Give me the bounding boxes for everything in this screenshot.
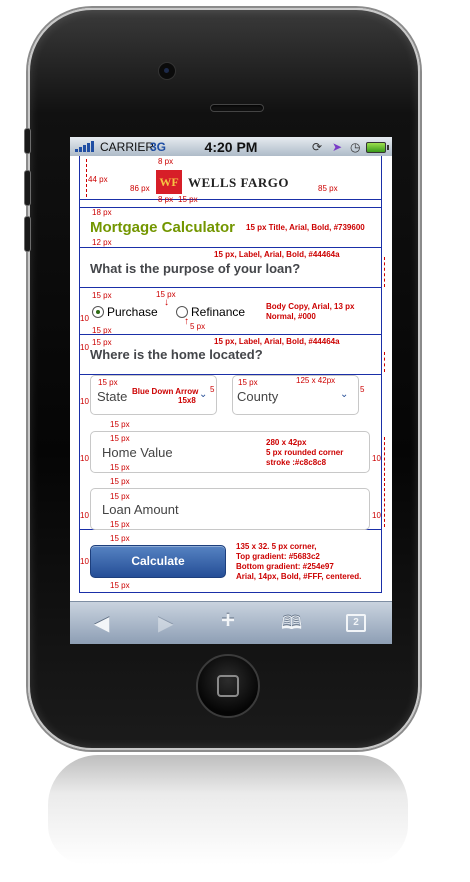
purchase-radio[interactable] xyxy=(92,306,104,318)
spacing-marker xyxy=(384,352,385,372)
annotation: 280 x 42px xyxy=(266,438,307,447)
annotation: 5 px xyxy=(190,322,206,331)
calculate-button[interactable]: Calculate xyxy=(90,545,226,578)
annotation: Top gradient: #5683c2 xyxy=(236,552,320,561)
guide-header-bottom xyxy=(79,199,382,200)
purpose-question: What is the purpose of your loan? xyxy=(90,261,301,276)
annotation: 15 px xyxy=(110,463,130,472)
guide-header-bottom2 xyxy=(79,207,382,208)
brand-name: WELLS FARGO xyxy=(188,175,289,190)
arrow-down-marker-icon: ↓ xyxy=(164,297,169,308)
page-title: Mortgage Calculator xyxy=(90,219,236,236)
network-type: 3G xyxy=(150,140,167,154)
annotation: 15 px xyxy=(110,581,130,590)
annotation: 135 x 32. 5 px corner, xyxy=(236,542,317,551)
annotation: 44 px xyxy=(88,175,108,184)
earpiece-speaker xyxy=(210,104,264,112)
loan-amount-label: Loan Amount xyxy=(102,502,179,517)
annotation: 15 px xyxy=(110,434,130,443)
home-button[interactable] xyxy=(196,654,260,718)
carrier-name: CARRIER xyxy=(100,140,155,154)
state-label: State xyxy=(97,389,128,404)
home-value-label: Home Value xyxy=(102,445,173,460)
phone-screen xyxy=(70,137,392,644)
annotation: 5 xyxy=(360,385,365,394)
annotation: 15 px xyxy=(110,420,130,429)
annotation: 15 px xyxy=(156,290,176,299)
plus-icon[interactable]: + xyxy=(221,607,236,634)
guide-title-bottom xyxy=(79,247,382,248)
mute-switch xyxy=(24,128,31,154)
annotation: 86 px xyxy=(130,184,150,193)
annotation: 15 px Title, Arial, Bold, #739600 xyxy=(246,223,365,232)
county-chevron-down-icon[interactable]: ⌄ xyxy=(340,389,349,400)
battery-icon xyxy=(366,142,386,153)
arrow-up-marker-icon: ↑ xyxy=(184,316,189,327)
annotation: stroke :#c8c8c8 xyxy=(266,458,327,467)
annotation: 8 px xyxy=(158,195,174,204)
phone-reflection xyxy=(48,755,408,865)
annotation: 15x8 xyxy=(178,396,196,405)
annotation: 15 px xyxy=(110,520,130,529)
annotation: Bottom gradient: #254e97 xyxy=(236,562,334,571)
annotation: 5 xyxy=(210,385,215,394)
guide-purpose-bottom xyxy=(79,287,382,288)
annotation: 85 px xyxy=(318,184,338,193)
annotation: 15 px xyxy=(110,534,130,543)
annotation: Body Copy, Arial, 13 px xyxy=(266,302,355,311)
annotation: Normal, #000 xyxy=(266,312,316,321)
purchase-label[interactable]: Purchase xyxy=(107,305,158,319)
rotation-lock-icon: ⟳ xyxy=(312,140,323,154)
spacing-marker xyxy=(384,437,385,527)
pages-icon[interactable]: 2 xyxy=(346,614,366,632)
annotation: 15 px xyxy=(110,477,130,486)
wells-fargo-logo: WF xyxy=(156,170,182,194)
annotation: 10 xyxy=(372,454,381,463)
annotation: 10 xyxy=(80,314,89,323)
location-arrow-icon: ➤ xyxy=(332,140,343,154)
annotation: 18 px xyxy=(92,208,112,217)
annotation: 10 xyxy=(80,343,89,352)
book-icon[interactable]: 🕮 xyxy=(281,613,303,633)
annotation: Blue Down Arrow xyxy=(132,387,199,396)
annotation: 15 px, Label, Arial, Bold, #44464a xyxy=(214,250,340,259)
volume-down-button xyxy=(24,216,31,252)
annotation: 15 px xyxy=(238,378,258,387)
guide-radio-bottom xyxy=(79,334,382,335)
annotation: 15 px, Label, Arial, Bold, #44464a xyxy=(214,337,340,346)
state-chevron-down-icon[interactable]: ⌄ xyxy=(199,389,208,400)
annotation: 15 px xyxy=(92,326,112,335)
annotation: 8 px xyxy=(158,157,174,166)
forward-arrow-icon[interactable]: ▶ xyxy=(158,613,174,635)
annotation: 10 xyxy=(80,454,89,463)
status-time: 4:20 PM xyxy=(204,139,258,155)
annotation: Arial, 14px, Bold, #FFF, centered. xyxy=(236,572,362,581)
alarm-clock-icon: ◷ xyxy=(350,140,361,154)
annotation: 15 px xyxy=(92,338,112,347)
county-label: County xyxy=(237,389,279,404)
annotation: 15 px xyxy=(110,492,130,501)
annotation: 10 xyxy=(80,557,89,566)
annotation: 12 px xyxy=(92,238,112,247)
annotation: 15 px xyxy=(92,291,112,300)
annotation: 125 x 42px xyxy=(296,376,336,385)
annotation: 15 px xyxy=(178,195,198,204)
location-question: Where is the home located? xyxy=(90,347,263,362)
front-camera-icon xyxy=(158,62,176,80)
spacing-marker xyxy=(86,159,87,197)
guide-content-bottom xyxy=(79,592,382,593)
annotation: 15 px xyxy=(98,378,118,387)
annotation: 10 xyxy=(80,511,89,520)
annotation: 5 px rounded corner xyxy=(266,448,344,457)
spacing-marker xyxy=(384,257,385,287)
status-bar xyxy=(70,137,392,156)
refinance-label[interactable]: Refinance xyxy=(191,305,246,319)
volume-up-button xyxy=(24,170,31,206)
back-arrow-icon[interactable]: ◀ xyxy=(94,613,110,635)
annotation: 10 xyxy=(80,397,89,406)
annotation: 10 xyxy=(372,511,381,520)
browser-toolbar xyxy=(70,601,392,644)
